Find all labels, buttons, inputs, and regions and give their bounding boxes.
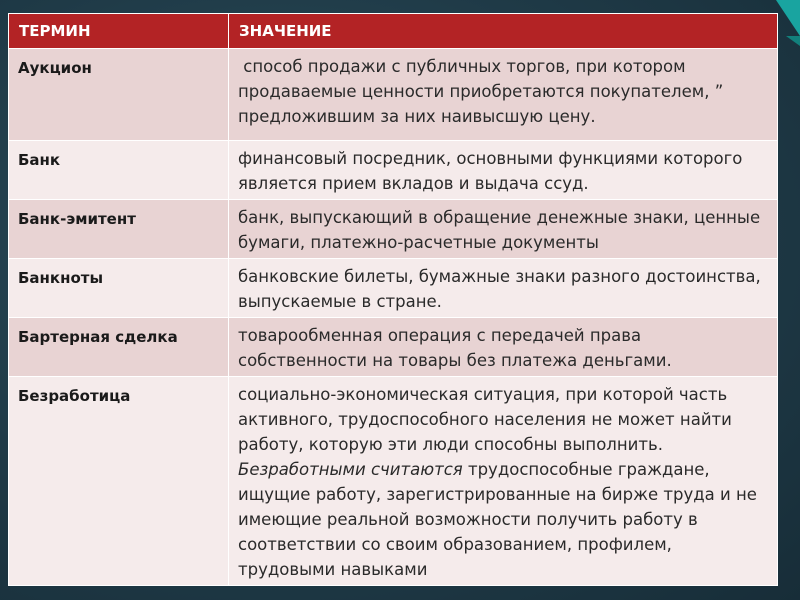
table-row bbox=[9, 49, 778, 141]
table-header-row bbox=[9, 14, 778, 49]
table-row bbox=[9, 377, 778, 586]
definition-italic-text: Безработными считаются bbox=[238, 460, 463, 479]
term-cell: Банк bbox=[9, 141, 229, 200]
corner-accent-shape-shadow bbox=[786, 36, 800, 46]
table-row bbox=[9, 200, 778, 259]
corner-accent-shape bbox=[776, 0, 800, 36]
glossary-table bbox=[8, 13, 778, 586]
term-cell: Банк-эмитент bbox=[9, 200, 229, 259]
header-term: ТЕРМИН bbox=[9, 14, 229, 49]
definition-cell: банк, выпускающий в обращение денежные знаки, ценные бумаги, платежно-расчетные документы bbox=[229, 200, 778, 259]
definition-cell: банковские билеты, бумажные знаки разного достоинства, выпускаемые в стране. bbox=[229, 259, 778, 318]
table-row bbox=[9, 141, 778, 200]
table-row bbox=[9, 259, 778, 318]
definition-cell: товарообменная операция с передачей права собственности на товары без платежа деньгами. bbox=[229, 318, 778, 377]
table-row bbox=[9, 318, 778, 377]
term-cell: Безработица bbox=[9, 377, 229, 586]
definition-cell: способ продажи с публичных торгов, при котором продаваемые ценности приобретаются покупателем, ” предложившим за них наивысшую цену. bbox=[229, 49, 778, 141]
term-cell: Бартерная сделка bbox=[9, 318, 229, 377]
header-meaning: ЗНАЧЕНИЕ bbox=[229, 14, 778, 49]
definition-cell bbox=[229, 377, 778, 586]
definition-text: трудоспособные граждане, ищущие работу, зарегистрированные на бирже труда и не имеющие реальной возможности получить работу в соответствии со своим образованием, профилем, трудовыми навыками bbox=[238, 460, 757, 579]
term-cell: Аукцион bbox=[9, 49, 229, 141]
definition-text: социально-экономическая ситуация, при которой часть активного, трудоспособного населения не может найти работу, которую эти люди способны выполнить. bbox=[238, 385, 732, 454]
definition-cell: финансовый посредник, основными функциями которого является прием вкладов и выдача ссуд. bbox=[229, 141, 778, 200]
term-cell: Банкноты bbox=[9, 259, 229, 318]
